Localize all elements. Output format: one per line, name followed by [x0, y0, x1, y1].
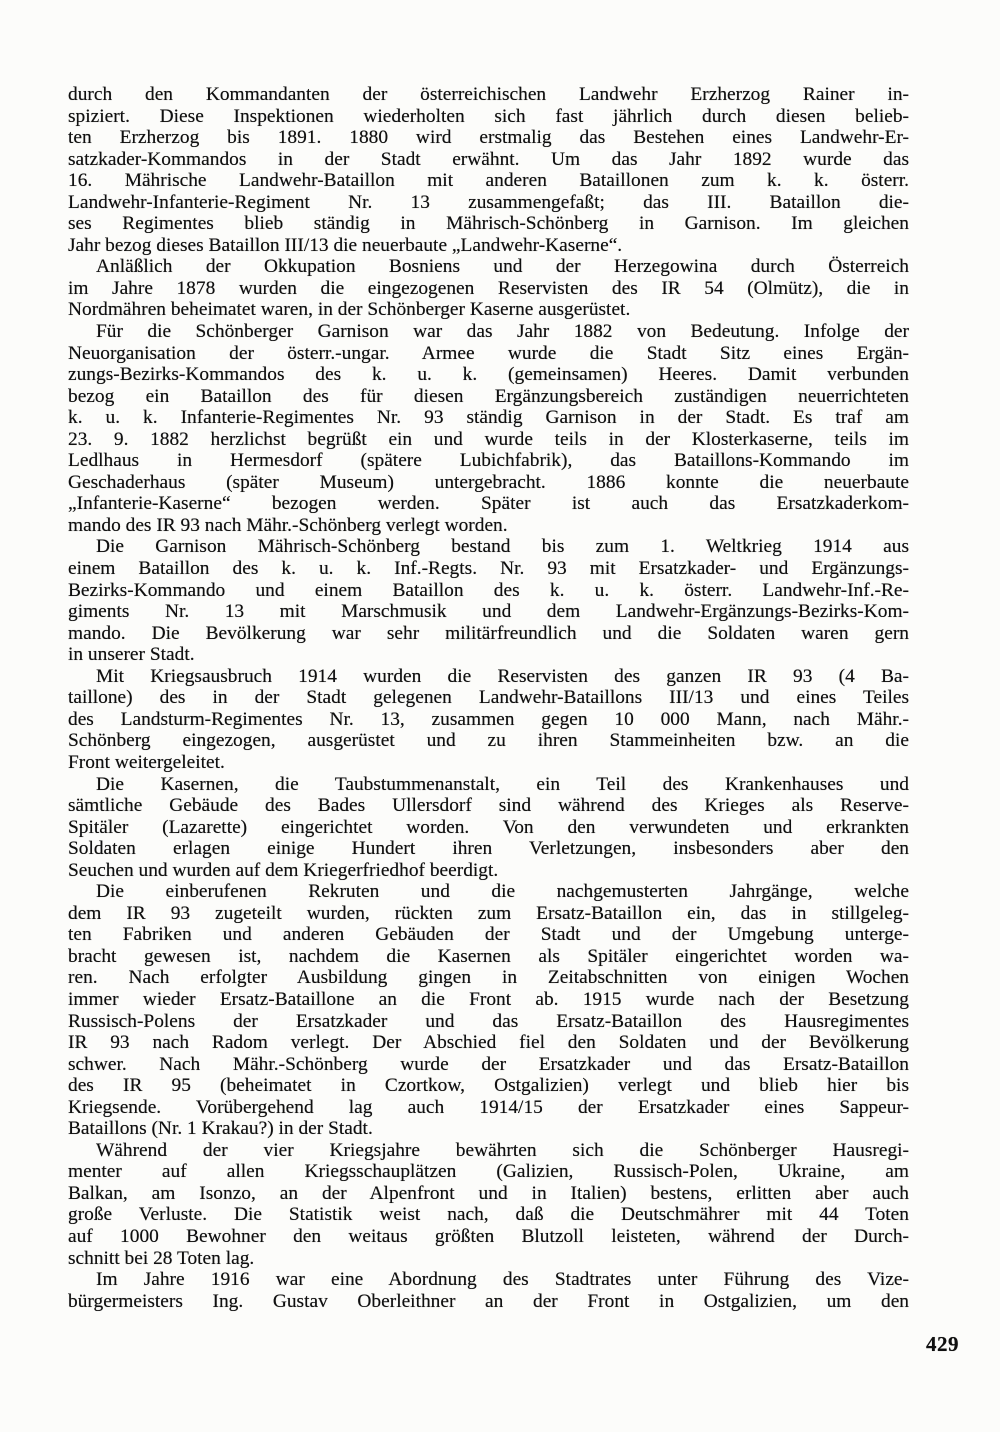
- text-line: giments Nr. 13 mit Marschmusik und dem Landwehr-Ergänzungs-Bezirks-Kom-: [68, 601, 909, 623]
- text-line: Soldaten erlagen einige Hundert ihren Verletzungen, insbesonders aber den: [68, 838, 909, 860]
- text-line: Die Kasernen, die Taubstummenanstalt, ein Teil des Krankenhauses und: [96, 773, 909, 795]
- text-line: ren. Nach erfolgter Ausbildung gingen in Zeitabschnitten von einigen Wochen: [68, 967, 909, 989]
- text-line: Bezirks-Kommando und einem Bataillon des k. u. k. österr. Landwehr-Inf.-Re-: [68, 579, 909, 601]
- text-line: k. u. k. Infanterie-Regimentes Nr. 93 ständig Garnison in der Stadt. Es traf am: [68, 407, 909, 429]
- text-line: schnitt bei 28 Toten lag.: [68, 1247, 255, 1269]
- text-line: Russisch-Polens der Ersatzkader und das Ersatz-Bataillon des Hausregimentes: [68, 1010, 909, 1032]
- text-line: satzkader-Kommandos in der Stadt erwähnt. Um das Jahr 1892 wurde das: [68, 148, 909, 170]
- text-line: Landwehr-Infanterie-Regiment Nr. 13 zusammengefaßt; das III. Bataillon die-: [68, 191, 909, 213]
- text-line: Während der vier Kriegsjahre bewährten sich die Schönberger Hausregi-: [96, 1139, 909, 1161]
- text-line: 23. 9. 1882 herzlichst begrüßt ein und wurde teils in der Klosterkaserne, teils im: [68, 428, 909, 450]
- text-line: IR 93 nach Radom verlegt. Der Abschied fiel den Soldaten und der Bevölkerung: [68, 1032, 909, 1054]
- text-line: mando des IR 93 nach Mähr.-Schönberg verlegt worden.: [68, 514, 508, 536]
- text-line: mando. Die Bevölkerung war sehr militärfreundlich und die Soldaten waren gern: [68, 622, 909, 644]
- text-line: Anläßlich der Okkupation Bosniens und der Herzegowina durch Österreich: [96, 256, 909, 278]
- text-line: schwer. Nach Mähr.-Schönberg wurde der Ersatzkader und das Ersatz-Bataillon: [68, 1053, 909, 1075]
- text-line: Nordmähren beheimatet waren, in der Schönberger Kaserne ausgerüstet.: [68, 299, 631, 321]
- text-line: zungs-Bezirks-Kommandos des k. u. k. (gemeinsamen) Heeres. Damit verbunden: [68, 364, 909, 386]
- text-line: „Infanterie-Kaserne“ bezogen werden. Später ist auch das Ersatzkaderkom-: [68, 493, 909, 515]
- text-line: große Verluste. Die Statistik weist nach, daß die Deutschmährer mit 44 Toten: [68, 1204, 909, 1226]
- text-line: spiziert. Diese Inspektionen wiederholten sich fast jährlich durch diesen belieb-: [68, 105, 909, 127]
- text-line: bezog ein Bataillon des für diesen Ergänzungsbereich zuständigen neuerrichteten: [68, 385, 909, 407]
- text-line: 16. Mährische Landwehr-Bataillon mit anderen Bataillonen zum k. k. österr.: [68, 170, 909, 192]
- text-line: Kriegsende. Vorübergehend lag auch 1914/15 der Ersatzkader eines Sappeur-: [68, 1096, 909, 1118]
- text-line: einem Bataillon des k. u. k. Inf.-Regts. Nr. 93 mit Ersatzkader- und Ergänzungs-: [68, 558, 909, 580]
- text-line: auf 1000 Bewohner den weitaus größten Blutzoll leisteten, während der Durch-: [68, 1225, 909, 1247]
- text-line: durch den Kommandanten der österreichischen Landwehr Erzherzog Rainer in-: [68, 84, 909, 105]
- text-line: sämtliche Gebäude des Bades Ullersdorf sind während des Krieges als Reserve-: [68, 795, 909, 817]
- text-line: im Jahre 1878 wurden die eingezogenen Reservisten des IR 54 (Olmütz), die in: [68, 277, 909, 299]
- text-line: bürgermeisters Ing. Gustav Oberleithner an der Front in Ostgalizien, um den: [68, 1290, 909, 1312]
- text-line: Front weitergeleitet.: [68, 751, 225, 773]
- text-line: Geschaderhaus (später Museum) untergebracht. 1886 konnte die neuerbaute: [68, 471, 909, 493]
- text-line: Mit Kriegsausbruch 1914 wurden die Reservisten des ganzen IR 93 (4 Ba-: [96, 665, 909, 687]
- text-line: Bataillons (Nr. 1 Krakau?) in der Stadt.: [68, 1118, 373, 1140]
- text-line: menter auf allen Kriegsschauplätzen (Galizien, Russisch-Polen, Ukraine, am: [68, 1161, 909, 1183]
- text-line: immer wieder Ersatz-Bataillone an die Front ab. 1915 wurde nach der Besetzung: [68, 988, 909, 1010]
- text-line: in unserer Stadt.: [68, 644, 195, 666]
- text-line: dem IR 93 zugeteilt wurden, rückten zum Ersatz-Bataillon ein, das in stillgeleg-: [68, 902, 909, 924]
- text-line: Für die Schönberger Garnison war das Jahr 1882 von Bedeutung. Infolge der: [96, 321, 909, 343]
- text-line: Balkan, am Isonzo, an der Alpenfront und in Italien) bestens, erlitten aber auch: [68, 1182, 909, 1204]
- text-line: des Landsturm-Regimentes Nr. 13, zusammen gegen 10 000 Mann, nach Mähr.-: [68, 708, 909, 730]
- text-line: Jahr bezog dieses Bataillon III/13 die neuerbaute „Landwehr-Kaserne“.: [68, 234, 623, 256]
- text-line: bracht gewesen ist, nachdem die Kasernen als Spitäler eingerichtet worden wa-: [68, 945, 909, 967]
- text-line: Ledlhaus in Hermesdorf (spätere Lubichfabrik), das Bataillons-Kommando im: [68, 450, 909, 472]
- page-number: 429: [926, 1332, 959, 1356]
- text-line: Die einberufenen Rekruten und die nachgemusterten Jahrgänge, welche: [96, 881, 909, 903]
- text-line: ten Erzherzog bis 1891. 1880 wird erstmalig das Bestehen eines Landwehr-Er-: [68, 127, 909, 149]
- text-line: Die Garnison Mährisch-Schönberg bestand bis zum 1. Weltkrieg 1914 aus: [96, 536, 909, 558]
- text-line: ten Fabriken und anderen Gebäuden der Stadt und der Umgebung unterge-: [68, 924, 909, 946]
- text-line: Seuchen und wurden auf dem Kriegerfriedhof beerdigt.: [68, 859, 499, 881]
- text-line: Schönberg eingezogen, ausgerüstet und zu ihren Stammeinheiten bzw. an die: [68, 730, 909, 752]
- text-line: Spitäler (Lazarette) eingerichtet worden. Von den verwundeten und erkrankten: [68, 816, 909, 838]
- text-line: ses Regimentes blieb ständig in Mährisch-Schönberg in Garnison. Im gleichen: [68, 213, 909, 235]
- text-line: des IR 95 (beheimatet in Czortkow, Ostgalizien) verlegt und blieb hier bis: [68, 1075, 909, 1097]
- text-line: Neuorganisation der österr.-ungar. Armee wurde die Stadt Sitz eines Ergän-: [68, 342, 909, 364]
- text-line: taillone) des in der Stadt gelegenen Landwehr-Bataillons III/13 und eines Teiles: [68, 687, 909, 709]
- text-block: [68, 84, 909, 1312]
- text-line: Im Jahre 1916 war eine Abordnung des Stadtrates unter Führung des Vize-: [96, 1269, 909, 1291]
